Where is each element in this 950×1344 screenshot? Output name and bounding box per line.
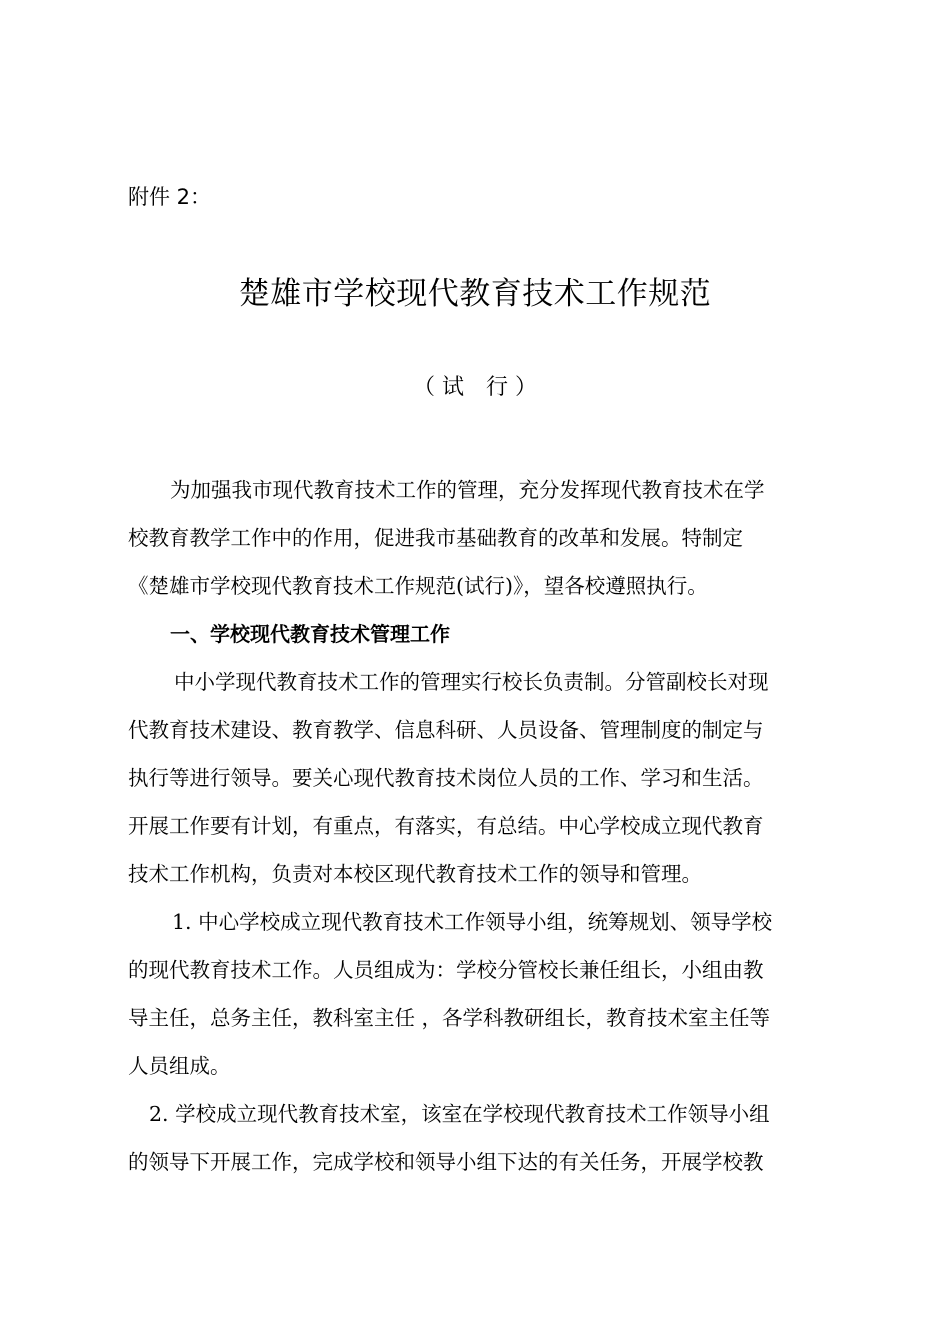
attachment-label: 附件 2：: [128, 185, 212, 209]
document-title: 楚雄市学校现代教育技术工作规范: [238, 276, 712, 312]
item-1-paragraph: [128, 898, 832, 1090]
item-1-line: 人员组成。: [128, 1054, 231, 1078]
item-2-paragraph: [128, 1090, 832, 1186]
intro-paragraph: [128, 466, 832, 610]
item-2-line: 的领导下开展工作，完成学校和领导小组下达的有关任务，开展学校教: [128, 1150, 764, 1174]
document-body: [128, 466, 832, 1186]
document-subtitle: （ 试 行 ）: [413, 375, 537, 400]
section-1-line: 执行等进行领导。要关心现代教育技术岗位人员的工作、学习和生活。: [128, 766, 764, 790]
section-1-paragraph: [128, 658, 832, 898]
section-1-line: 代教育技术建设、教育教学、信息科研、人员设备、管理制度的制定与: [128, 718, 764, 742]
section-1-line: 开展工作要有计划，有重点，有落实，有总结。中心学校成立现代教育: [128, 814, 764, 838]
item-1-line: 的现代教育技术工作。人员组成为：学校分管校长兼任组长，小组由教: [128, 958, 764, 982]
item-1-line: 1. 中心学校成立现代教育技术工作领导小组，统筹规划、领导学校: [172, 910, 773, 934]
item-1-line: 导主任，总务主任，教科室主任 ，各学科教研组长，教育技术室主任等: [128, 1006, 771, 1030]
section-1-heading: 一、学校现代教育技术管理工作: [170, 622, 450, 646]
item-2-line: 2. 学校成立现代教育技术室，该室在学校现代教育技术工作领导小组: [149, 1102, 770, 1126]
intro-line: 校教育教学工作中的作用，促进我市基础教育的改革和发展。特制定: [128, 526, 743, 550]
intro-line: 为加强我市现代教育技术工作的管理，充分发挥现代教育技术在学: [170, 478, 765, 502]
intro-line: 《楚雄市学校现代教育技术工作规范(试行)》，望各校遵照执行。: [128, 574, 708, 598]
section-1-line: 技术工作机构，负责对本校区现代教育技术工作的领导和管理。: [128, 862, 702, 886]
section-1-line: 中小学现代教育技术工作的管理实行校长负责制。分管副校长对现: [174, 670, 769, 694]
